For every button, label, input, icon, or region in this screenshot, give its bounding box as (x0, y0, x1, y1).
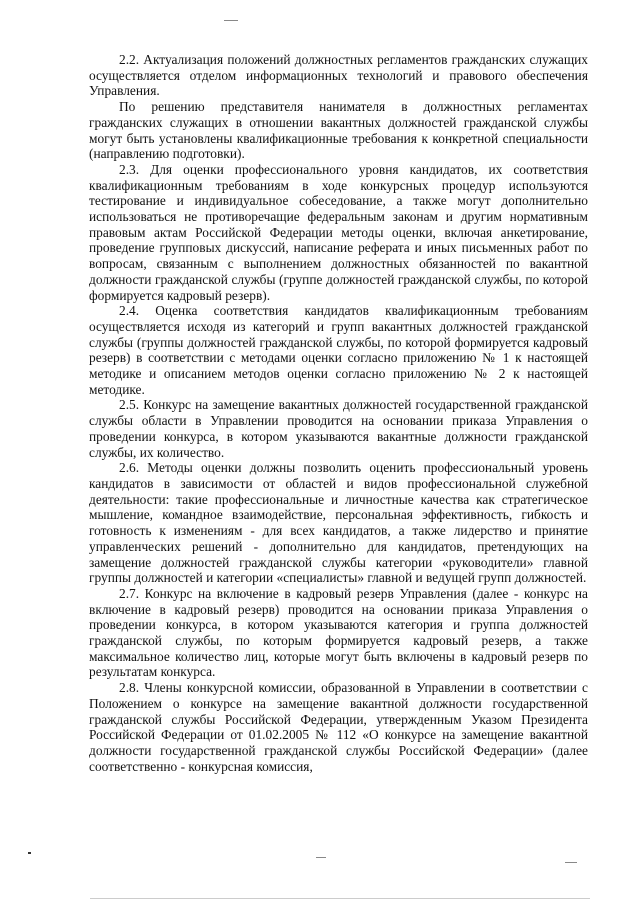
scan-artifact-top (224, 20, 238, 21)
scan-artifact-left (28, 852, 31, 854)
paragraph-2-6: 2.6. Методы оценки должны позволить оценить профессиональный уровень кандидатов в зависимости от областей и видов профессиональной служебной деятельности: такие профессиональные и личностные качества как стратегическое мышление, командное взаимодействие, персональная эффективность, гибкость и готовность к изменениям - для всех кандидатов, а также лидерство и принятие управленческих решений - дополнительно для кандидатов, претендующих на замещение должностей гражданской службы категории «руководители» главной группы должностей и категории «специалисты» главной и ведущей групп должностей. (89, 460, 588, 586)
paragraph-2-2-continued: По решению представителя нанимателя в должностных регламентах гражданских служащих в отношении вакантных должностей гражданской службы могут быть установлены квалификационные требования к конкретной специальности (направлению подготовки). (89, 99, 588, 162)
paragraph-2-2: 2.2. Актуализация положений должностных регламентов гражданских служащих осуществляется отделом информационных технологий и правового обеспечения Управления. (89, 52, 588, 99)
paragraph-2-5: 2.5. Конкурс на замещение вакантных должностей государственной гражданской службы области в Управлении проводится на основании приказа Управления о проведении конкурса, в котором указываются вакантные должности гражданской службы, их количество. (89, 397, 588, 460)
paragraph-2-7: 2.7. Конкурс на включение в кадровый резерв Управления (далее - конкурс на включение в кадровый резерв) проводится на основании приказа Управления о проведении конкурса, в котором указываются категория и группа должностей гражданской службы, по которым формируется кадровый резерв, а также максимальное количество лиц, которые могут быть включены в кадровый резерв по результатам конкурса. (89, 585, 588, 680)
paragraph-2-8: 2.8. Члены конкурсной комиссии, образованной в Управлении в соответствии с Положением о конкурсе на замещение вакантной должности государственной гражданской службы Российской Федерации, утвержденным Указом Президента Российской Федерации от 01.02.2005 № 112 «О конкурсе на замещение вакантной должности государственной гражданской службы Российской Федерации» (далее соответственно - конкурсная комиссия, (89, 680, 588, 774)
document-body (89, 52, 588, 774)
scan-artifact-bottom-center (316, 857, 326, 858)
paragraph-2-4: 2.4. Оценка соответствия кандидатов квалификационным требованиям осуществляется исходя из категорий и групп вакантных должностей гражданской службы (группы должностей гражданской службы, по которой формируется кадровый резерв) в соответствии с методами оценки согласно приложению № 1 к настоящей методике и описанием методов оценки согласно приложению № 2 к настоящей методике. (89, 303, 588, 397)
scan-artifact-bottom-right (565, 862, 577, 863)
paragraph-2-3: 2.3. Для оценки профессионального уровня кандидатов, их соответствия квалификационным требованиям в ходе конкурсных процедур используются тестирование и индивидуальное собеседование, а также могут дополнительно использоваться не противоречащие федеральным законам и другим нормативным правовым актам Российской Федерации методы оценки, включая анкетирование, проведение групповых дискуссий, написание реферата и иных письменных работ по вопросам, связанным с выполнением должностных обязанностей по вакантной должности гражданской службы (группе должностей гражданской службы, по которой формируется кадровый резерв). (89, 161, 588, 303)
scan-artifact-bottom-edge (90, 898, 590, 899)
